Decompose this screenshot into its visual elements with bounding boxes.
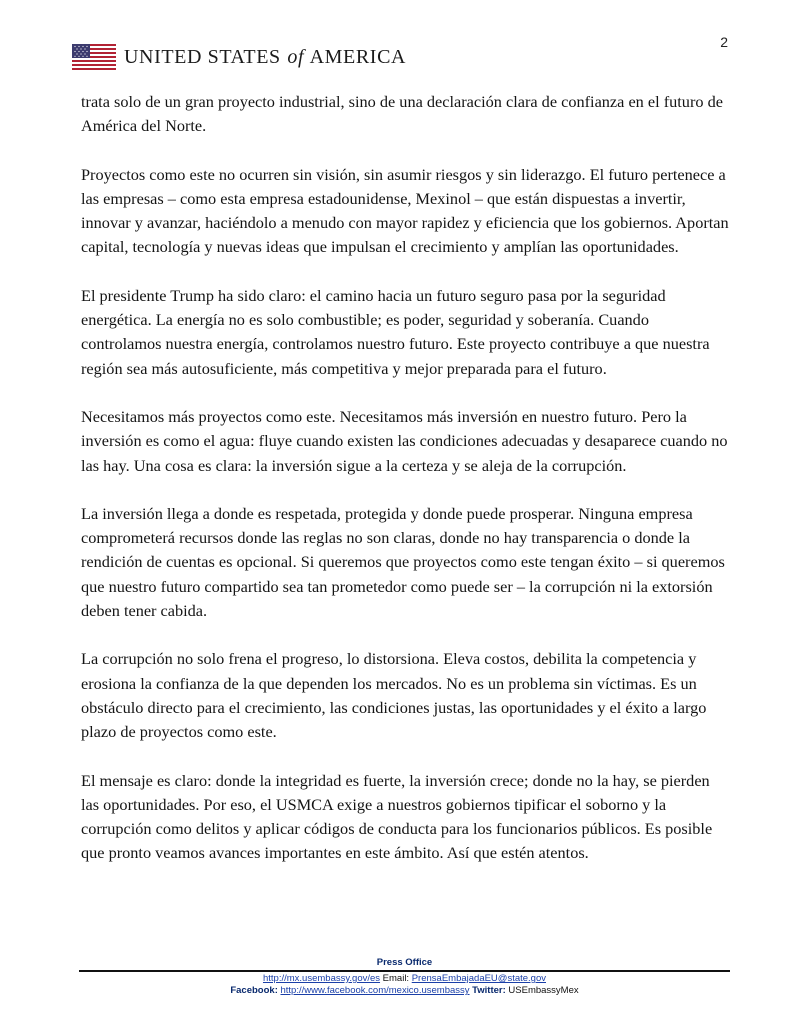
press-office-label: Press Office xyxy=(376,957,433,968)
facebook-label: Facebook: xyxy=(230,985,278,996)
footer-social-line xyxy=(79,985,730,997)
brand-america: AMERICA xyxy=(309,45,407,68)
facebook-link[interactable]: http://www.facebook.com/mexico.usembassy xyxy=(280,985,470,996)
brand-of: of xyxy=(287,45,305,68)
twitter-handle: USEmbassyMex xyxy=(508,985,579,996)
press-footer xyxy=(79,956,730,997)
paragraph-6: La corrupción no solo frena el progreso, lo distorsiona. Eleva costos, debilita la competencia y erosiona la confianza de la que dependen los mercados. No es un problema sin víctimas. Es un obstáculo directo para el crecimiento, las condiciones justas, las oportunidades y el éxito a largo plazo de proyectos como este. xyxy=(81,649,707,742)
embassy-website-link[interactable]: http://mx.usembassy.gov/es xyxy=(262,973,381,984)
us-flag-graphic xyxy=(72,44,116,70)
us-flag-icon xyxy=(72,44,116,70)
footer-contact-line xyxy=(79,973,730,985)
paragraph-5: La inversión llega a donde es respetada, protegida y donde puede prosperar. Ninguna empresa comprometerá recursos donde las reglas no son claras, donde no hay transparencia o donde la rendición de cuentas es opcional. Si queremos que proyectos como este tengan éxito – si queremos que nuestro futuro compartido sea tan prometedor como puede ser – la corrupción ni la extorsión deben tener cabida. xyxy=(81,503,725,621)
paragraph-2: Proyectos como este no ocurren sin visión, sin asumir riesgos y sin liderazgo. El futuro pertenece a las empresas – como esta empresa estadounidense, Mexinol – que están dispuestas a invertir, innovar y avanzar, haciéndolo a menudo con mayor rapidez y eficiencia que los gobiernos. Aportan capital, tecnología y nuevas ideas que impulsan el crecimiento y amplían las oportunidades. xyxy=(81,164,729,257)
email-link[interactable]: PrensaEmbajadaEU@state.gov xyxy=(411,973,546,984)
letterhead-title xyxy=(124,46,406,69)
paragraph-7: El mensaje es claro: donde la integridad es fuerte, la inversión crece; donde no la hay, se pierden las oportunidades. Por eso, el USMCA exige a nuestros gobiernos tipificar el soborno y la corrupción como delitos y aplicar códigos de conducta para los funcionarios públicos. Es posible que pronto veamos avances importantes en este ámbito. Así que estén atentos. xyxy=(81,770,713,863)
paragraph-3: El presidente Trump ha sido claro: el camino hacia un futuro seguro pasa por la seguridad energética. La energía no es solo combustible; es poder, seguridad y soberanía. Cuando controlamos nuestra energía, controlamos nuestro futuro. Este proyecto contribuye a que nuestra región sea más autosuficiente, más competitiva y mejor preparada para el futuro. xyxy=(81,285,710,378)
brand-united-states: UNITED STATES xyxy=(124,45,281,68)
letterhead xyxy=(72,40,406,74)
footer-divider xyxy=(79,970,730,972)
twitter-label: Twitter: xyxy=(472,985,506,996)
email-label: Email: xyxy=(382,973,410,984)
document-body xyxy=(81,90,731,890)
page-number: 2 xyxy=(720,34,728,50)
paragraph-1: trata solo de un gran proyecto industrial, sino de una declaración clara de confianza en el futuro de América del Norte. xyxy=(81,92,723,136)
paragraph-4: Necesitamos más proyectos como este. Necesitamos más inversión en nuestro futuro. Pero la inversión es como el agua: fluye cuando existen las condiciones adecuadas y desaparece cuando no las hay. Una cosa es clara: la inversión sigue a la certeza y se aleja de la corrupción. xyxy=(81,406,728,475)
